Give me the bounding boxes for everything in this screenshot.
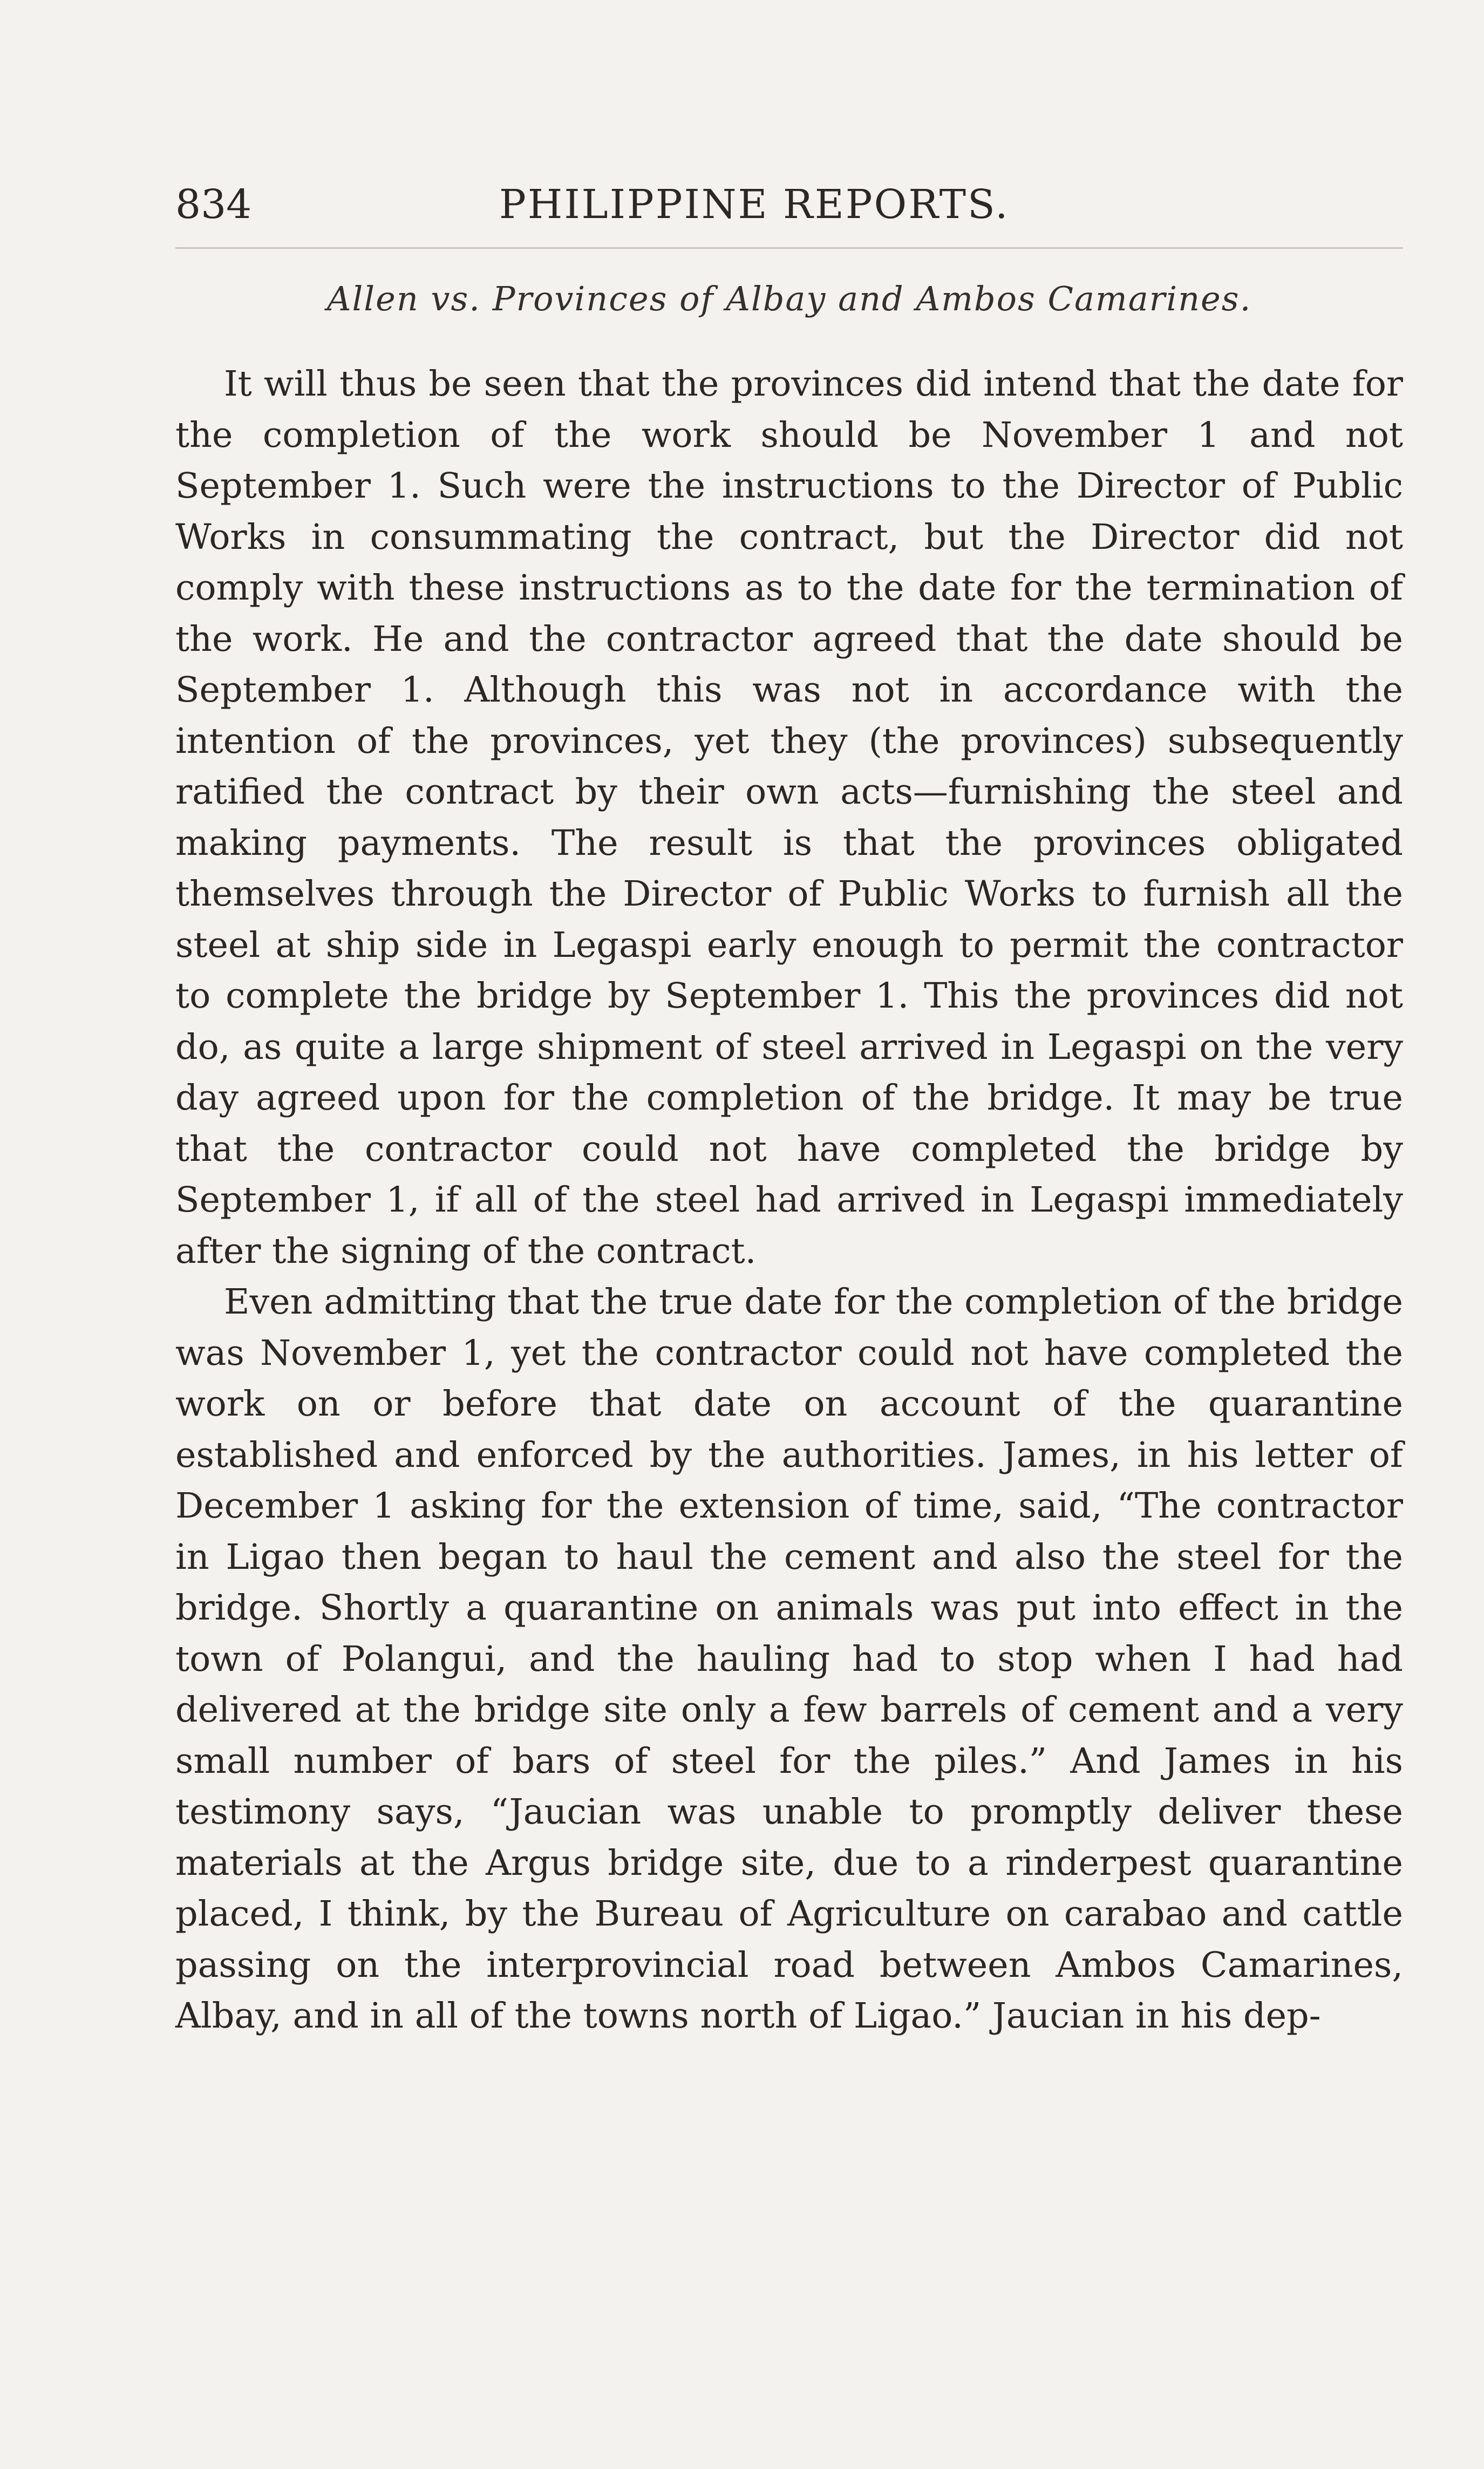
- paragraph-2: Even admitting that the true date for the completion of the bridge was November 1, yet the contractor could not have completed the work on or before that date on account of the quarantine established and enforced by the authorities. James, in his letter of December 1 asking for the extension of time, said, “The contractor in Ligao then began to haul the cement and also the steel for the bridge. Shortly a quarantine on animals was put into effect in the town of Polangui, and the hauling had to stop when I had had delivered at the bridge site only a few barrels of cement and a very small number of bars of steel for the piles.” And James in his testimony says, “Jaucian was unable to promptly deliver these materials at the Argus bridge site, due to a rinderpest quarantine placed, I think, by the Bureau of Agriculture on carabao and cattle passing on the interprovincial road between Ambos Camarines, Albay, and in all of the towns north of Ligao.” Jaucian in his dep-: [175, 1282, 1403, 2036]
- body-text: [175, 359, 1403, 2042]
- running-head: PHILIPPINE REPORTS.: [499, 181, 1010, 228]
- paragraph-1: It will thus be seen that the provinces did intend that the date for the completion of the work should be November 1 and not September 1. Such were the instructions to the Director of Public Works in consummating the contract, but the Director did not comply with these instructions as to the date for the termination of the work. He and the contractor agreed that the date should be September 1. Although this was not in accordance with the intention of the provinces, yet they (the provinces) subsequently ratified the contract by their own acts—furnishing the steel and making payments. The result is that the provinces obligated themselves through the Director of Public Works to furnish all the steel at ship side in Legaspi early enough to permit the contractor to complete the bridge by September 1. This the provinces did not do, as quite a large shipment of steel arrived in Legaspi on the very day agreed upon for the completion of the bridge. It may be true that the contractor could not have completed the bridge by September 1, if all of the steel had arrived in Legaspi immediately after the signing of the contract.: [175, 364, 1403, 1271]
- page-number: 834: [175, 181, 252, 228]
- header-rule: [175, 247, 1403, 249]
- case-title: Allen vs. Provinces of Albay and Ambos Camarines.: [326, 279, 1252, 318]
